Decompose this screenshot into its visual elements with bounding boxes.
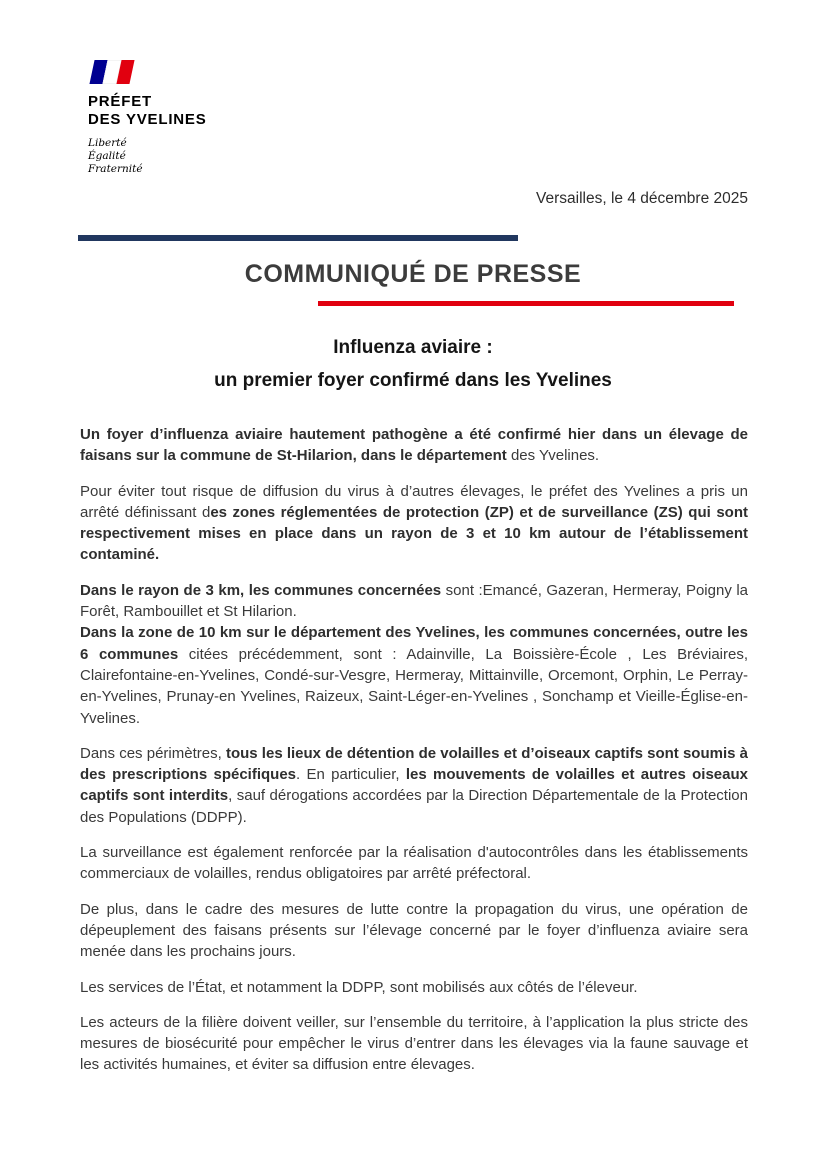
ministry-name-line2: DES YVELINES [88,111,207,128]
headline-line2: un premier foyer confirmé dans les Yvelines [214,370,612,391]
paragraph [80,622,748,728]
motto-liberte: Liberté [88,137,127,149]
french-flag-icon [89,60,134,84]
paragraph [80,580,748,623]
red-rule [318,301,734,306]
motto-fraternite: Fraternité [88,163,143,175]
paragraph-text-bold: Un foyer d’influenza aviaire hautement pathogène a été confirmé hier dans un élevage de faisans sur la commune de St-Hilarion, dans le département [80,426,748,465]
paragraph-text: Pour éviter tout risque de diffusion du virus à d’autres élevages, le préfet des Yvelines a pris un arrêté définissant d [80,482,748,521]
paragraph-text: Dans ces périmètres, [80,744,226,762]
paragraph [80,842,748,885]
republic-motto [88,137,207,176]
paragraph-text-bold: les mouvements de volailles et autres oiseaux captifs sont interdits [80,766,748,805]
paragraph-text: Les services de l’État, et notamment la DDPP, sont mobilisés aux côtés de l’éleveur. [80,978,638,996]
paragraph-text-bold: Dans la zone de 10 km sur le département des Yvelines, les communes concernées, outre les 6 communes [80,624,748,663]
paragraph-text: sont :Emancé, Gazeran, Hermeray, Poigny la Forêt, Rambouillet et St Hilarion. [80,581,749,621]
body-paragraphs [80,424,748,1090]
navy-rule [78,235,518,241]
paragraph [80,481,748,566]
dateline: Versailles, le 4 décembre 2025 [536,190,748,207]
paragraph-text: Les acteurs de la filière doivent veiller, sur l’ensemble du territoire, à l’application la plus stricte des mesures de biosécurité pour empêcher le virus d’entrer dans les élevages via la faune sauvage et les activités humaines, et éviter sa diffusion entre élevages. [80,1013,748,1074]
ministry-name-line1: PRÉFET [88,93,152,110]
gov-logo [88,60,207,176]
paragraph-text: La surveillance est également renforcée par la réalisation d'autocontrôles dans les établissements commerciaux de volailles, rendus obligatoires par arrêté préfectoral. [80,844,748,883]
paragraph [80,743,748,828]
paragraph-text: citées précédemment, sont : Adainville, La Boissière-École , Les Bréviaires, Clairefontaine-en-Yvelines, Condé-sur-Vesgre, Hermeray, Mittainville, Orcemont, Orphin, Le Perray-en-Yvelines, Prunay-en Yvelines, Raizeux, Saint-Léger-en-Yvelines , Sonchamp et Vieille-Église-en-Yvelines. [80,645,748,727]
paragraph-text: des Yvelines. [506,447,600,465]
press-release-kicker: COMMUNIQUÉ DE PRESSE [244,260,582,288]
paragraph-text: . En particulier, [296,766,406,784]
paragraph-text-bold: Dans le rayon de 3 km, les communes concernées [80,581,442,599]
paragraph-text: De plus, dans le cadre des mesures de lutte contre la propagation du virus, une opération de dépeuplement des faisans présents sur l’élevage concerné par le foyer d’influenza aviaire sera menée dans les prochains jours. [80,900,748,961]
paragraph [80,899,748,963]
paragraph-text-bold: tous les lieux de détention de volailles et d’oiseaux captifs sont soumis à des prescriptions spécifiques [80,744,748,784]
paragraph-text: , sauf dérogations accordées par la Direction Départementale de la Protection des Populations (DDPP). [80,787,748,826]
headline-line1: Influenza aviaire : [333,337,493,358]
paragraph [80,1012,748,1076]
paragraph [80,424,748,467]
paragraph [80,977,748,998]
motto-egalite: Égalité [88,150,126,162]
headline [0,331,826,397]
paragraph-text-bold: es zones réglementées de protection (ZP) et de surveillance (ZS) qui sont respectivement mises en place dans un rayon de 3 et 10 km autour de l’établissement contaminé. [80,503,748,564]
